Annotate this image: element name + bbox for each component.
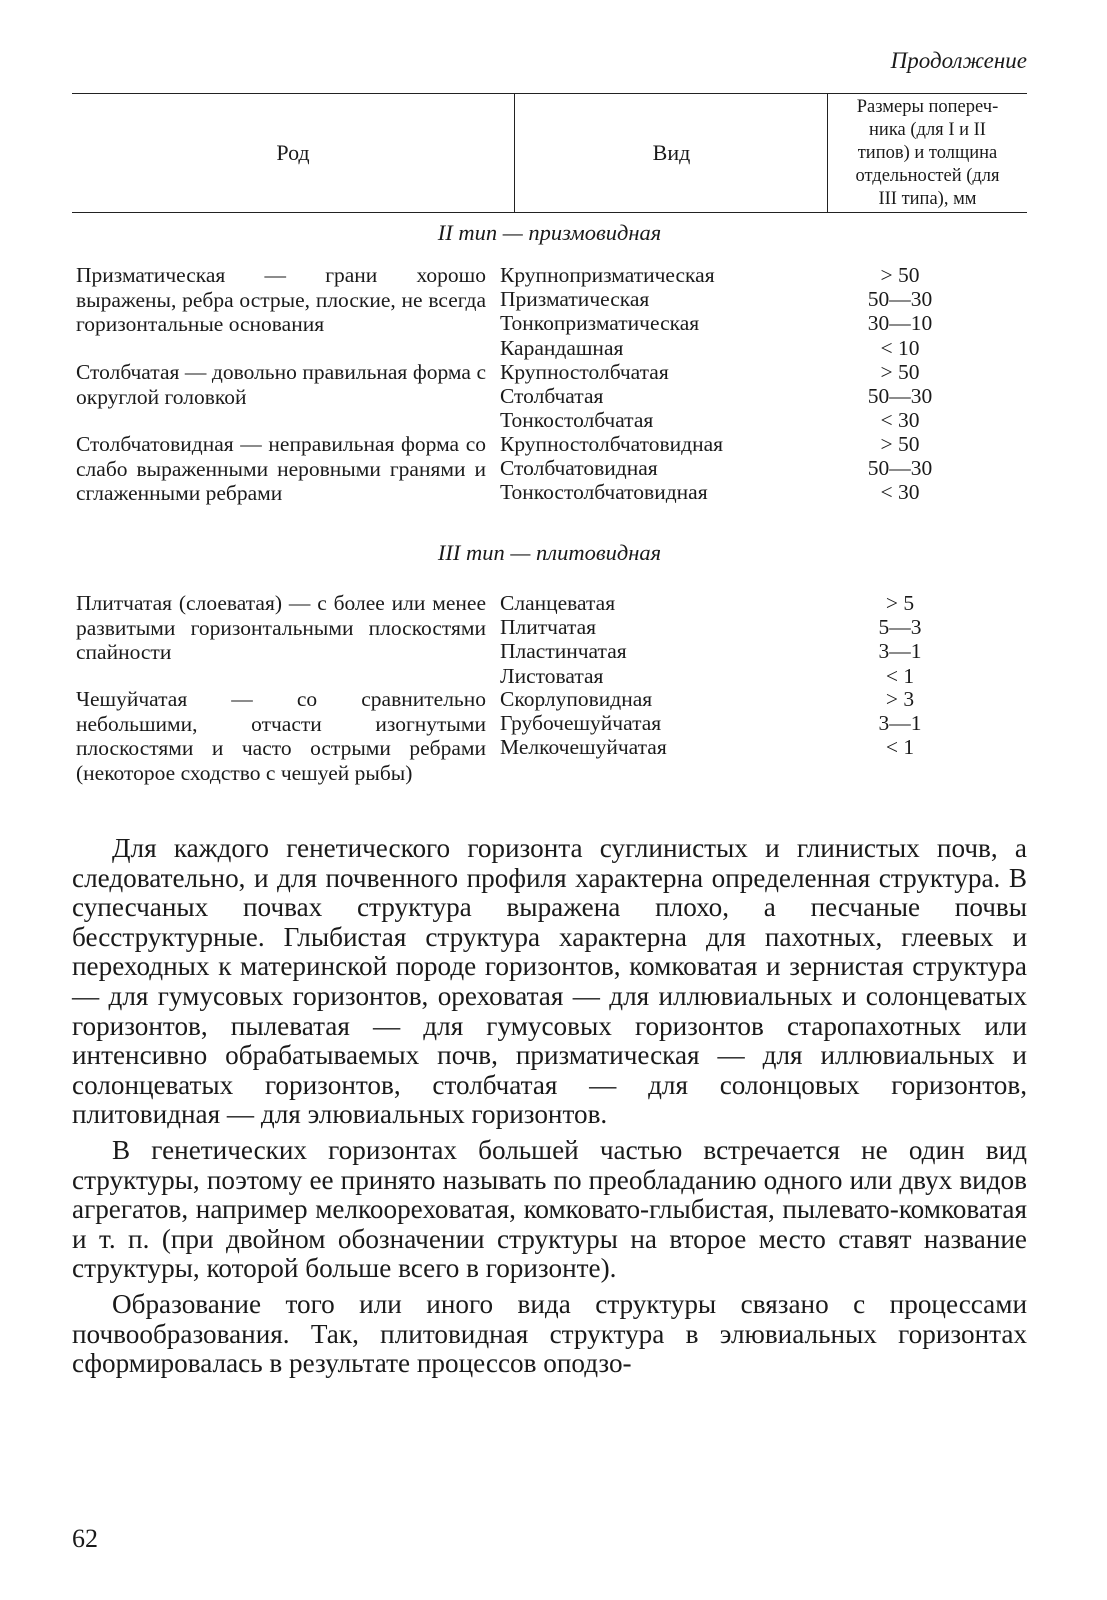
species-list-platy — [500, 591, 810, 688]
header-size-line: отдельностей (для — [855, 165, 1000, 186]
size-item: > 50 — [880, 360, 920, 384]
paragraph: Образование того или иного вида структуры связано с процессами почвообразования. Так, плитовидная структура в элювиальных горизонтах сформировалась в результате процессов оподзо- — [72, 1288, 1027, 1379]
size-list-scaly — [850, 687, 950, 760]
species-item: Столбчатовидная — [500, 456, 658, 481]
genus-prismatic: Призматическая — грани хорошо выражены, ребра острые, плоские, не всегда горизонтальные основания — [76, 263, 486, 336]
size-item: 3—1 — [878, 711, 922, 736]
species-item: Пластинчатая — [500, 639, 627, 664]
species-item: Карандашная — [500, 335, 624, 360]
genus-columnar-like: Столбчатовидная — неправильная форма со слабо выраженными неровными гранями и сглаженными ребрами — [76, 432, 486, 505]
size-item: < 30 — [880, 480, 920, 505]
table-header — [72, 93, 1027, 213]
species-item: Крупнопризматическая — [500, 263, 715, 287]
species-item: Сланцеватая — [500, 591, 616, 615]
species-item: Грубочешуйчатая — [500, 711, 662, 736]
species-item: Крупностолбчатовидная — [500, 432, 724, 456]
species-item: Тонкопризматическая — [500, 311, 700, 336]
header-size-line: Размеры попереч- — [856, 96, 999, 117]
header-size-line: ника (для I и II — [869, 119, 986, 140]
species-item: Скорлуповидная — [500, 687, 653, 711]
size-item: < 1 — [885, 663, 915, 688]
species-item: Плитчатая — [500, 615, 597, 640]
paragraph: В генетических горизонтах большей частью встречается не один вид структуры, поэтому ее принято называть по преобладанию одного или двух видов агрегатов, например мелкоореховатая, комковато-глыбистая, пылевато-комковатая и т. п. (при двойном обозначении структуры на второе место ставят название структуры, которой больше всего в горизонте). — [72, 1134, 1027, 1284]
genus-scaly: Чешуйчатая — со сравнительно небольшими, отчасти изогнутыми плоскостями и часто острыми ребрами (некоторое сходство с чешуей рыбы) — [76, 687, 486, 785]
size-item: 50—30 — [867, 384, 933, 409]
species-item: Листоватая — [500, 663, 604, 688]
size-item: 50—30 — [867, 456, 933, 481]
species-list-columnar-like — [500, 432, 810, 505]
header-size-line: III типа), мм — [878, 188, 977, 209]
size-item: > 5 — [885, 591, 915, 615]
size-item: < 30 — [880, 408, 920, 433]
species-item: Столбчатая — [500, 384, 604, 409]
genus-platy: Плитчатая (слоеватая) — с более или менее развитыми горизонтальными плоскостями спайности — [76, 591, 486, 664]
header-size-text — [855, 96, 999, 211]
species-item: Крупностолбчатая — [500, 360, 669, 384]
size-list-columnar-like — [850, 432, 950, 505]
header-genus: Род — [276, 140, 310, 165]
size-item: 3—1 — [878, 639, 922, 664]
species-item: Тонкостолбчатая — [500, 408, 654, 433]
species-list-prismatic — [500, 263, 810, 360]
size-item: 50—30 — [867, 287, 933, 312]
size-item: > 50 — [880, 263, 920, 287]
size-list-prismatic — [850, 263, 950, 360]
section-title-type-2: II тип — призмовидная — [437, 220, 662, 245]
size-item: > 3 — [885, 687, 915, 711]
header-size-line: типов) и толщина — [857, 142, 998, 163]
size-item: < 10 — [880, 335, 920, 360]
header-size — [827, 94, 1027, 212]
size-item: 30—10 — [867, 311, 933, 336]
size-item: 5—3 — [878, 615, 922, 640]
species-list-scaly — [500, 687, 810, 760]
body-text — [72, 834, 1027, 1379]
size-item: > 50 — [880, 432, 920, 456]
size-list-columnar — [850, 360, 950, 433]
genus-columnar: Столбчатая — довольно правильная форма с округлой головкой — [76, 360, 486, 409]
size-item: < 1 — [885, 735, 915, 760]
paragraph: Для каждого генетического горизонта суглинистых и глинистых почв, а следовательно, и для почвенного профиля характерна определенная структура. В супесчаных почвах структура выражена плохо, а песчаные почвы бесструктурные. Глыбистая структура характерна для пахотных, глеевых и переходных к материнской породе горизонтов, комковатая и зернистая структура — для гумусовых горизонтов, ореховатая — для иллювиальных и солонцеватых горизонтов, пылеватая — для гумусовых горизонтов старопахотных или интенсивно обрабатываемых почв, призматическая — для иллювиальных и солонцеватых горизонтов, столбчатая — для солонцовых горизонтов, плитовидная — для элювиальных горизонтов. — [72, 833, 1027, 1130]
species-item: Призматическая — [500, 287, 650, 312]
species-list-columnar — [500, 360, 810, 433]
species-item: Тонкостолбчатовидная — [500, 480, 708, 505]
continuation-label: Продолжение — [890, 48, 1027, 73]
size-list-platy — [850, 591, 950, 688]
header-species: Вид — [514, 94, 828, 212]
section-title-type-3: III тип — плитовидная — [437, 540, 662, 565]
page-number: 62 — [72, 1524, 98, 1553]
species-item: Мелкочешуйчатая — [500, 735, 667, 760]
